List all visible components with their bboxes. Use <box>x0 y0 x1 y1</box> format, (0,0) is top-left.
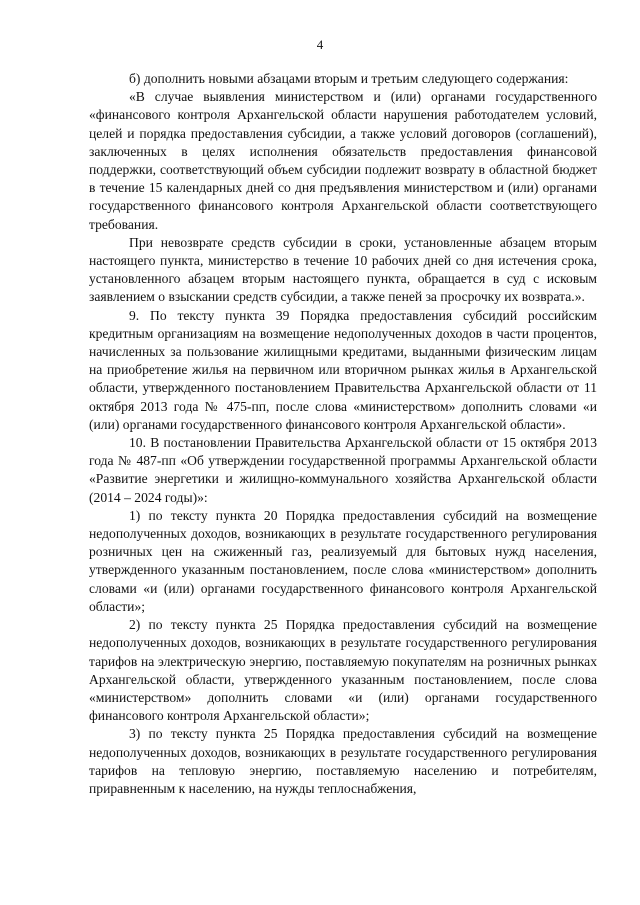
paragraph-non-return-court: При невозврате средств субсидии в сроки, установленные абзацем вторым настоящего пункта, министерство в течение 10 рабочих дней со дня истечения срока, установленного абзацем вторым настоящего пункта, обращается в суд с исковым заявлением о взыскании средств субсидии, а также пеней за просрочку их возврата.». <box>89 234 597 305</box>
paragraph-item-9: 9. По тексту пункта 39 Порядка предоставления субсидий российским кредитным организациям на возмещение недополученных доходов в части процентов, начисленных за пользование жилищными кредитами, выданными физическим лицам на приобретение жилья на первичном или вторичном рынках жилья в Архангельской области, утвержденного постановлением Правительства Архангельской области от 11 октября 2013 года № 475-пп, после слова «министерством» дополнить словами «и (или) органами государственного финансового контроля Архангельской области». <box>89 307 597 432</box>
page-number: 4 <box>316 37 324 52</box>
paragraph-subitem-1: 1) по тексту пункта 20 Порядка предоставления субсидий на возмещение недополученных доходов, возникающих в результате государственного регулирования розничных цен на сжиженный газ, реализуемый для бытовых нужд населения, утвержденного указанным постановлением, после слова «министерством» дополнить словами «и (или) органами государственного финансового контроля Архангельской области»; <box>89 507 597 614</box>
document-body <box>89 70 597 798</box>
paragraph-violation-refund: «В случае выявления министерством и (или) органами государственного «финансового контроля Архангельской области нарушения работодателем условий, целей и порядка предоставления субсидии, а также условий договоров (соглашений), заключенных в целях исполнения обязательств предоставления финансовой поддержки, соответствующий объем субсидии подлежит возврату в областной бюджет в течение 15 календарных дней со дня предъявления министерством и (или) органами государственного финансового контроля Архангельской области соответствующего требования. <box>89 89 597 232</box>
paragraph-item-10: 10. В постановлении Правительства Архангельской области от 15 октября 2013 года № 487-пп «Об утверждении государственной программы Архангельской области «Развитие энергетики и жилищно-коммунального хозяйства Архангельской области (2014 – 2024 годы)»: <box>89 435 597 505</box>
paragraph-subitem-3: 3) по тексту пункта 25 Порядка предоставления субсидий на возмещение недополученных доходов, возникающих в результате государственного регулирования тарифов на тепловую энергию, поставляемую населению и потребителям, приравненным к населению, на нужды теплоснабжения, <box>89 726 597 796</box>
paragraph-amendment-b: б) дополнить новыми абзацами вторым и третьим следующего содержания: <box>129 71 569 86</box>
paragraph-subitem-2: 2) по тексту пункта 25 Порядка предоставления субсидий на возмещение недополученных доходов, возникающих в результате государственного регулирования тарифов на электрическую энергию, поставляемую покупателям на розничных рынках Архангельской области, утвержденного указанным постановлением, после слова «министерством» дополнить словами «и (или) органами государственного финансового контроля Архангельской области»; <box>89 617 597 724</box>
